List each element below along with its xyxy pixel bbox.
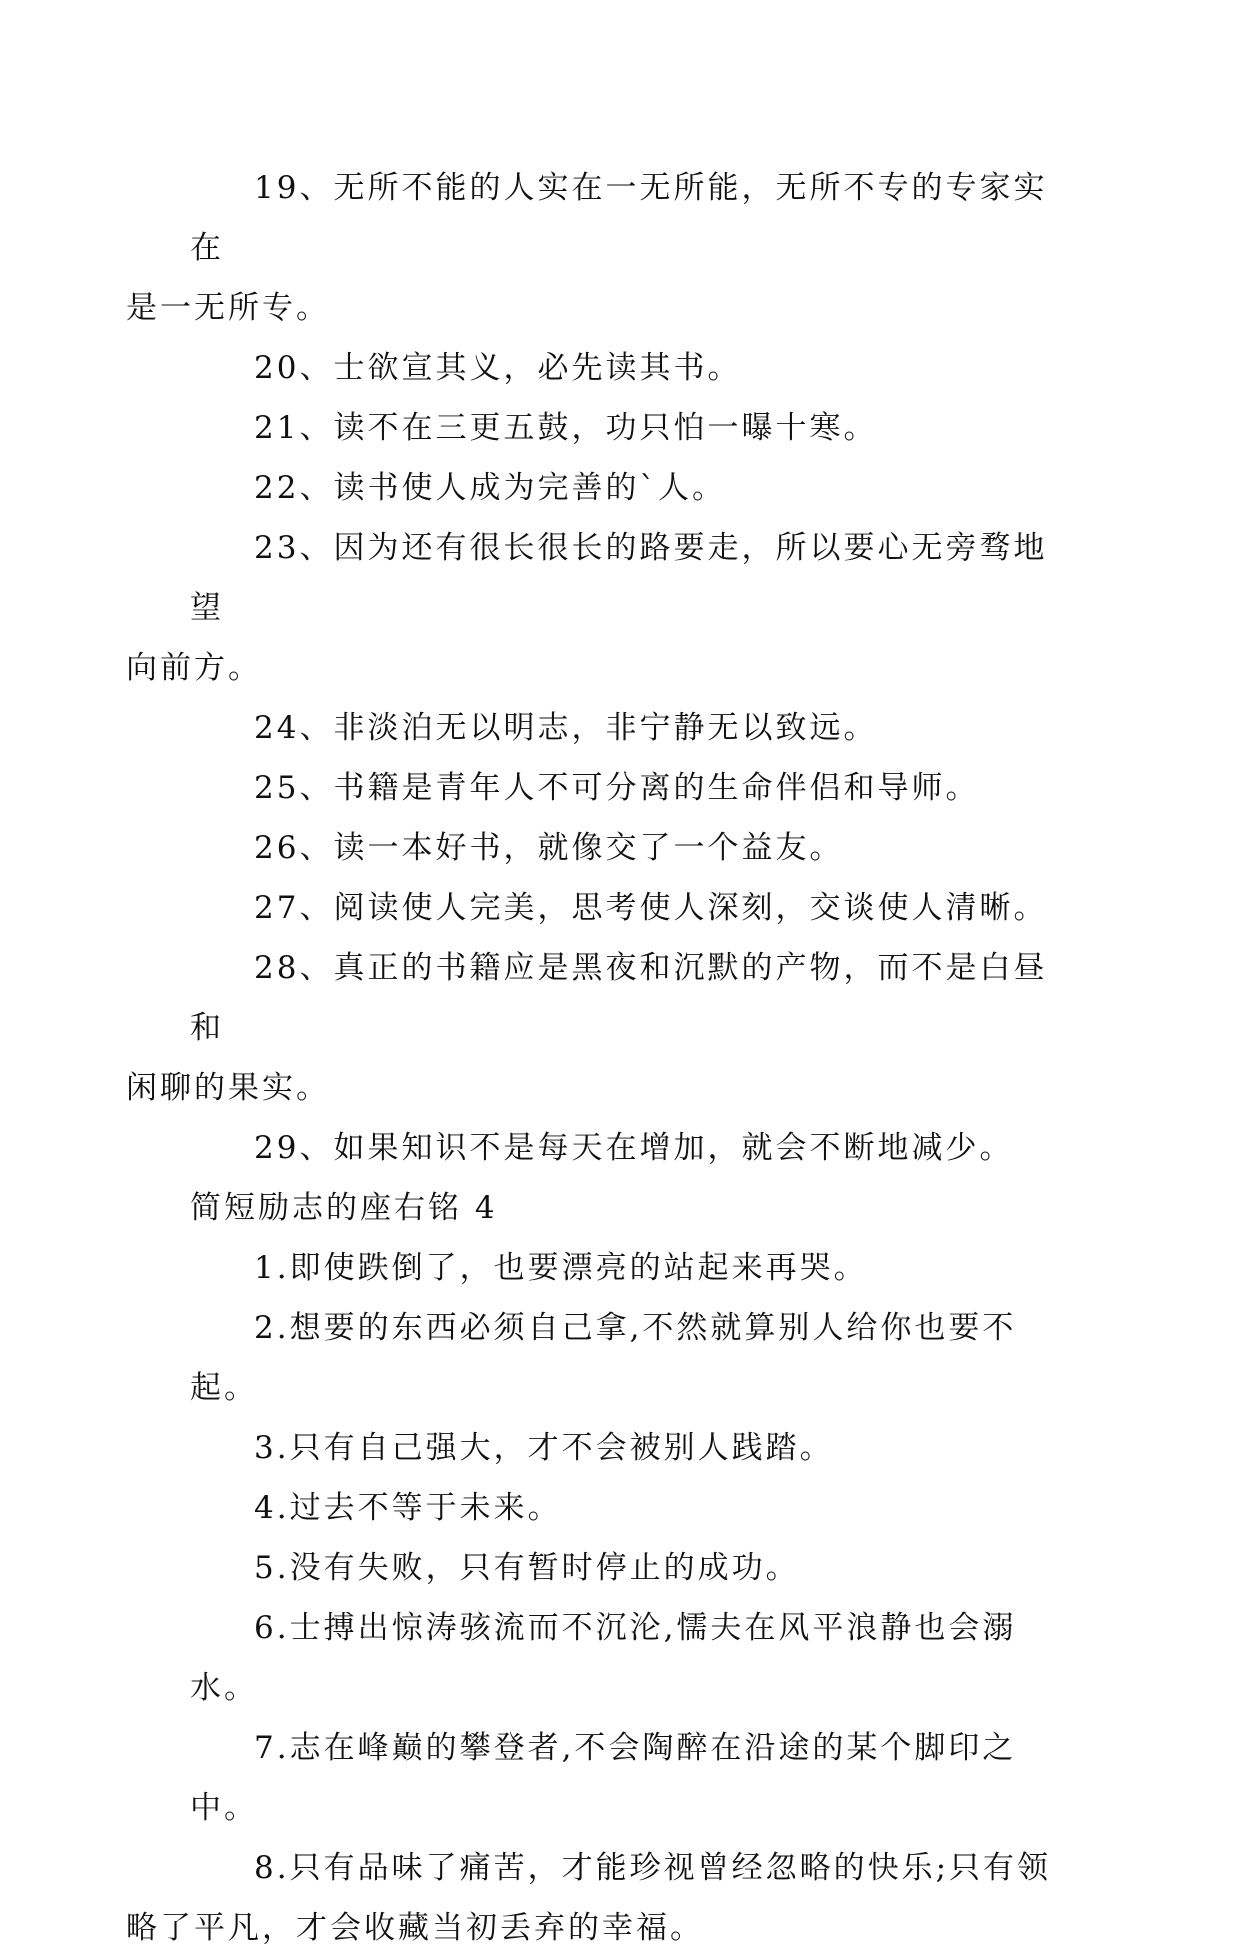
list-item: 26、读一本好书，就像交了一个益友。 xyxy=(254,830,844,866)
list-item: 25、书籍是青年人不可分离的生命伴侣和导师。 xyxy=(254,770,980,806)
list-item: 28、真正的书籍应是黑夜和沉默的产物，而不是白昼和 闲聊的果实。 xyxy=(126,950,1048,1106)
list-item: 23、因为还有很长很长的路要走，所以要心无旁骛地望 向前方。 xyxy=(126,530,1048,686)
list-item: 5.没有失败，只有暂时停止的成功。 xyxy=(254,1550,800,1586)
list-item: 4.过去不等于未来。 xyxy=(254,1490,562,1526)
section-heading: 简短励志的座右铭 4 xyxy=(190,1190,498,1226)
list-item: 2.想要的东西必须自己拿,不然就算别人给你也要不起。 xyxy=(190,1310,1017,1406)
list-item: 24、非淡泊无以明志，非宁静无以致远。 xyxy=(254,710,878,746)
list-item: 27、阅读使人完美，思考使人深刻，交谈使人清晰。 xyxy=(254,890,1048,926)
list-item: 8.只有品味了痛苦，才能珍视曾经忽略的快乐;只有领 略了平凡，才会收藏当初丢弃的幸福。 xyxy=(126,1850,1052,1946)
list-item: 21、读不在三更五鼓，功只怕一曝十寒。 xyxy=(254,410,878,446)
list-item: 22、读书使人成为完善的`人。 xyxy=(254,470,726,506)
list-item: 20、士欲宣其义，必先读其书。 xyxy=(254,350,742,386)
list-item: 3.只有自己强大，才不会被别人践踏。 xyxy=(254,1430,834,1466)
document-body xyxy=(126,158,1060,1958)
list-item: 19、无所不能的人实在一无所能，无所不专的专家实在 是一无所专。 xyxy=(126,170,1048,326)
list-item: 7.志在峰巅的攀登者,不会陶醉在沿途的某个脚印之中。 xyxy=(190,1730,1017,1826)
list-item: 29、如果知识不是每天在增加，就会不断地减少。 xyxy=(254,1130,1014,1166)
list-item: 6.士搏出惊涛骇流而不沉沦,懦夫在风平浪静也会溺水。 xyxy=(190,1610,1017,1706)
list-item: 1.即使跌倒了，也要漂亮的站起来再哭。 xyxy=(254,1250,868,1286)
